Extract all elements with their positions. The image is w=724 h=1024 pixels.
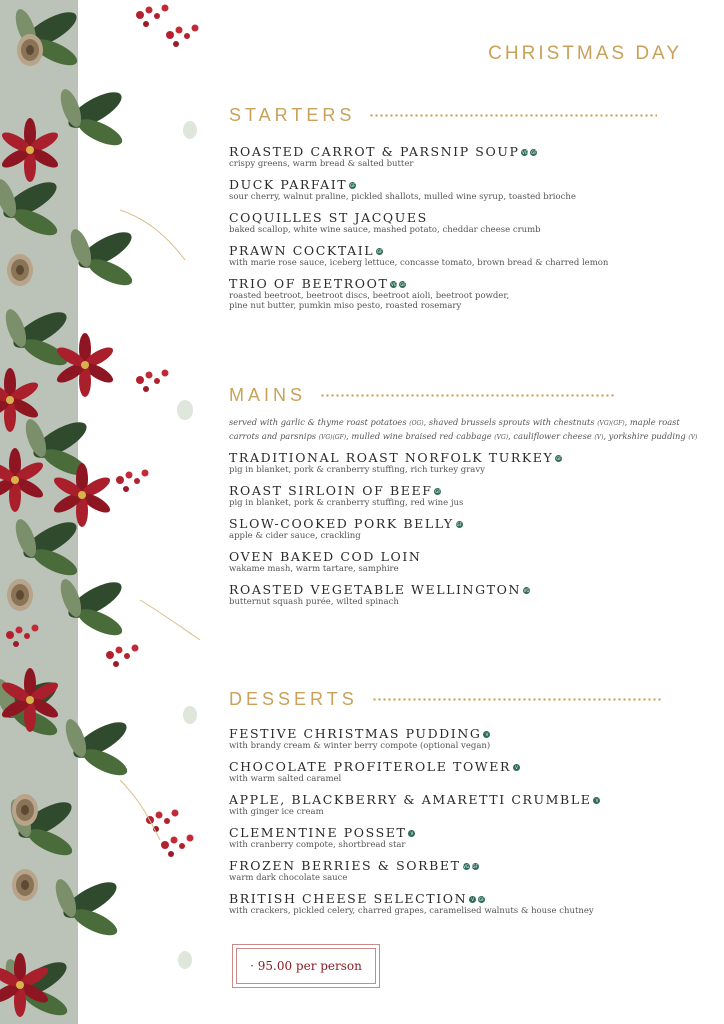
price-per-person: · 95.00 per person xyxy=(250,959,362,973)
desserts-heading-row xyxy=(229,688,669,710)
item-name: SLOW-COOKED PORK BELLY GF xyxy=(229,516,462,531)
item-description: apple & cider sauce, crackling xyxy=(229,531,361,541)
item-name: TRIO OF BEETROOT VG GF xyxy=(229,276,406,291)
menu-item xyxy=(229,858,669,883)
item-description: butternut squash purée, wilted spinach xyxy=(229,597,399,607)
item-description: baked scallop, white wine sauce, mashed potato, cheddar cheese crumb xyxy=(229,225,541,235)
item-name: ROAST SIRLOIN OF BEEF GF xyxy=(229,483,441,498)
item-name: CLEMENTINE POSSET V xyxy=(229,825,669,840)
item-name: COQUILLES ST JACQUES xyxy=(229,210,428,225)
menu-item xyxy=(229,144,669,169)
item-name: ROASTED VEGETABLE WELLINGTON VG xyxy=(229,582,530,597)
diet-badge-icon: VG xyxy=(522,150,528,155)
diet-badge-icon: VG xyxy=(463,864,469,869)
item-name: APPLE, BLACKBERRY & AMARETTI CRUMBLE V xyxy=(229,792,669,807)
diet-badge-icon: GF xyxy=(556,456,562,461)
item-description: sour cherry, walnut praline, pickled shallots, mulled wine syrup, toasted brioche xyxy=(229,192,576,202)
menu-item xyxy=(229,825,669,850)
item-description: wakame mash, warm tartare, samphire xyxy=(229,564,399,574)
item-description: with crackers, pickled celery, charred grapes, caramelised walnuts & house chutney xyxy=(229,906,594,916)
menu-item xyxy=(229,549,669,574)
menu-item xyxy=(229,891,669,916)
diet-badge-icon: VG xyxy=(523,588,530,593)
item-name: BRITISH CHEESE SELECTION V GF xyxy=(229,891,485,906)
diet-badge-icon: GF xyxy=(400,282,406,287)
diet-badge-icon: V xyxy=(513,764,520,771)
diet-badge-icon: GF xyxy=(435,489,441,494)
diet-badge-icon: GF xyxy=(350,183,356,188)
item-description: crispy greens, warm bread & salted butter xyxy=(229,159,414,169)
diet-badge-icon: GF xyxy=(376,249,383,254)
item-description: with marie rose sauce, iceberg lettuce, concasse tomato, brown bread & charred lemon xyxy=(229,258,609,268)
mains-section xyxy=(229,384,698,607)
item-name: CHOCOLATE PROFITEROLE TOWER V xyxy=(229,759,669,774)
menu-item xyxy=(229,210,669,235)
diet-badge-icon: V xyxy=(593,797,600,804)
item-description: pig in blanket, pork & cranberry stuffing, red wine jus xyxy=(229,498,464,508)
price-frame-inner xyxy=(236,948,376,984)
desserts-section xyxy=(229,688,669,916)
menu-title: CHRISTMAS DAY xyxy=(488,43,682,64)
mains-sides-description: served with garlic & thyme roast potatoes (OG), shaved brussels sprouts with chestnuts (VG)(GF), maple roast carrots and parsnips (VG)(GF), mulled wine braised red cabbage (VG), cauliflower cheese (V), yorkshire pudding (V) xyxy=(229,417,698,441)
item-description: roasted beetroot, beetroot discs, beetroot aioli, beetroot powder, xyxy=(229,291,510,301)
item-description: pine nut butter, pumkin miso pesto, roasted rosemary xyxy=(229,301,462,311)
menu-item xyxy=(229,276,669,311)
item-description: with brandy cream & winter berry compote (optional vegan) xyxy=(229,741,491,751)
menu-item xyxy=(229,516,669,541)
menu-item xyxy=(229,177,669,202)
mains-heading-row xyxy=(229,384,669,406)
starters-heading-row xyxy=(229,104,669,126)
item-description: with ginger ice cream xyxy=(229,807,324,817)
item-description: with cranberry compote, shortbread star xyxy=(229,840,406,850)
floral-border-illustration xyxy=(0,0,215,1024)
menu-item xyxy=(229,243,669,268)
menu-item xyxy=(229,759,669,784)
diet-badge-icon: V xyxy=(469,896,476,903)
mains-heading: MAINS xyxy=(229,384,307,405)
item-name: ROASTED CARROT & PARSNIP SOUP VG GF xyxy=(229,144,537,159)
item-description: warm dark chocolate sauce xyxy=(229,873,348,883)
dotted-divider xyxy=(369,114,657,117)
starters-heading: STARTERS xyxy=(229,104,356,125)
item-name: DUCK PARFAIT GF xyxy=(229,177,356,192)
menu-item xyxy=(229,792,669,817)
item-name: TRADITIONAL ROAST NORFOLK TURKEY GF xyxy=(229,450,562,465)
price-box xyxy=(232,944,380,988)
menu-item xyxy=(229,726,669,751)
diet-badge-icon: GF xyxy=(478,897,485,902)
starters-section xyxy=(229,104,669,311)
menu-item xyxy=(229,483,669,508)
item-description: with warm salted caramel xyxy=(229,774,342,784)
item-name: FROZEN BERRIES & SORBET VG GF xyxy=(229,858,478,873)
desserts-heading: DESSERTS xyxy=(229,688,358,709)
item-name: FESTIVE CHRISTMAS PUDDING V xyxy=(229,726,669,741)
diet-badge-icon: VG xyxy=(391,282,397,287)
dotted-divider xyxy=(372,698,662,701)
item-name: PRAWN COCKTAIL GF xyxy=(229,243,383,258)
diet-badge-icon: V xyxy=(483,731,490,738)
diet-badge-icon: GF xyxy=(456,522,462,527)
diet-badge-icon: V xyxy=(408,830,415,837)
menu-item xyxy=(229,582,669,607)
diet-badge-icon: GF xyxy=(472,864,478,869)
diet-badge-icon: GF xyxy=(531,150,537,155)
menu-item xyxy=(229,450,669,475)
dotted-divider xyxy=(320,394,614,397)
item-name: OVEN BAKED COD LOIN xyxy=(229,549,422,564)
item-description: pig in blanket, pork & cranberry stuffing, rich turkey gravy xyxy=(229,465,485,475)
